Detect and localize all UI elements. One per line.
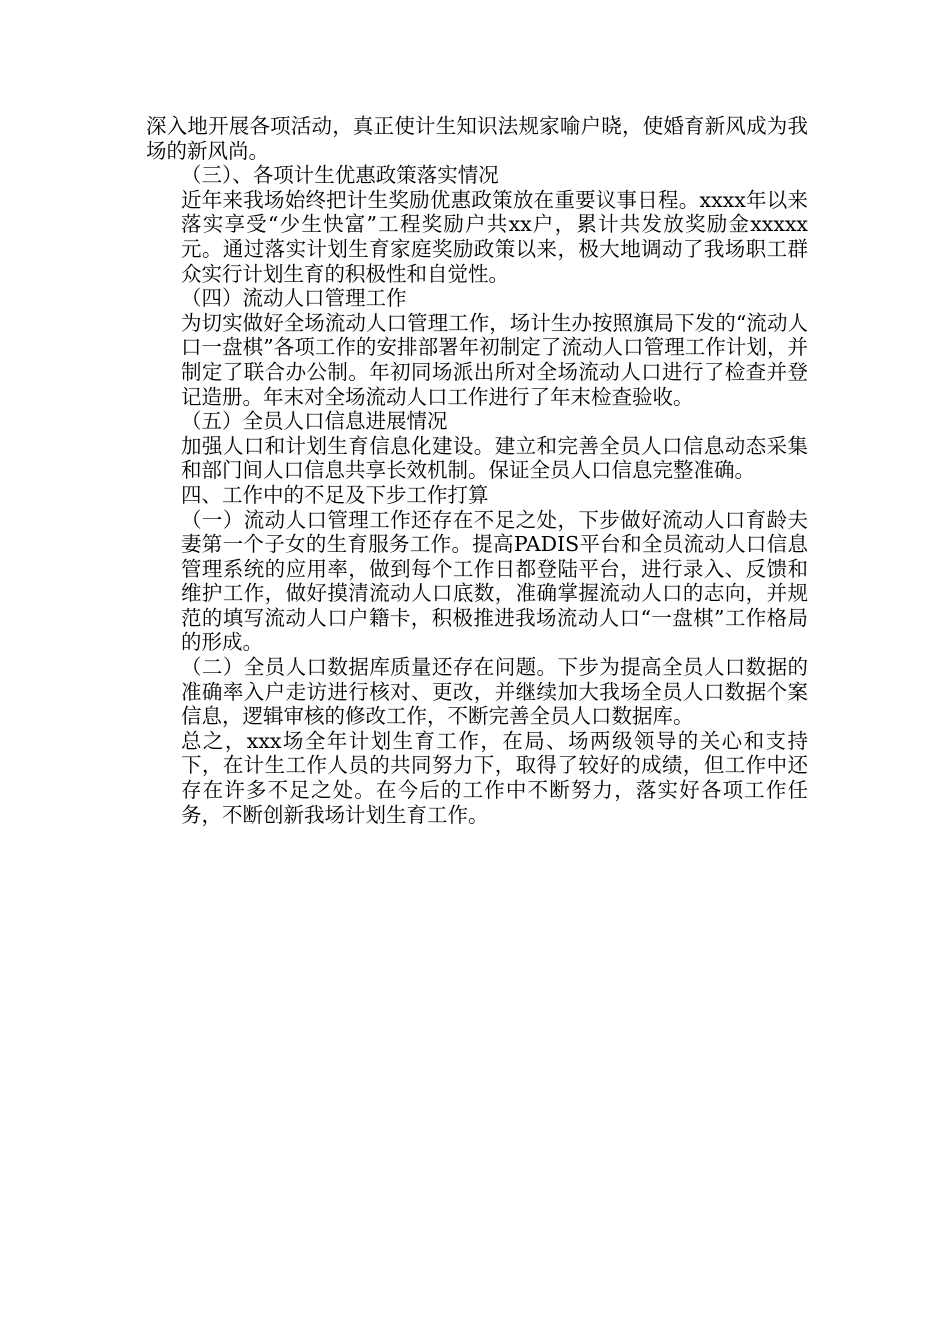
paragraph-population-info: 加强人口和计划生育信息化建设。建立和完善全员人口信息动态采集和部门间人口信息共享长效机制。保证全员人口信息完整准确。 [181, 433, 808, 483]
paragraph-floating-population: 为切实做好全场流动人口管理工作，场计生办按照旗局下发的“流动人口一盘棋”各项工作的安排部署年初制定了流动人口管理工作计划，并制定了联合办公制。年初同场派出所对全场流动人口进行了检查并登记造册。年末对全场流动人口工作进行了年末检查验收。 [181, 310, 808, 409]
paragraph-continuation: 深入地开展各项活动，真正使计生知识法规家喻户晓，使婚育新风成为我场的新风尚。 [146, 114, 808, 163]
document-body [146, 114, 808, 827]
paragraph-incentive-policy: 近年来我场始终把计生奖励优惠政策放在重要议事日程。xxxx年以来落实享受“少生快富”工程奖励户共xx户，累计共发放奖励金xxxxx元。通过落实计划生育家庭奖励政策以来，极大地调动了我场职工群众实行计划生育的积极性和自觉性。 [181, 187, 808, 286]
section-heading-5: （五）全员人口信息进展情况 [181, 409, 448, 434]
section-heading-3: （三）、各项计生优惠政策落实情况 [181, 163, 499, 188]
paragraph-summary: 总之，xxx场全年计划生育工作，在局、场两级领导的关心和支持下，在计生工作人员的共同努力下，取得了较好的成绩，但工作中还存在许多不足之处。在今后的工作中不断努力，落实好各项工作任务，不断创新我场计划生育工作。 [181, 728, 808, 827]
paragraph-shortcoming-2: （二）全员人口数据库质量还存在问题。下步为提高全员人口数据的准确率入户走访进行核对、更改，并继续加大我场全员人口数据个案信息，逻辑审核的修改工作，不断完善全员人口数据库。 [181, 655, 808, 729]
paragraph-shortcoming-1: （一）流动人口管理工作还存在不足之处，下步做好流动人口育龄夫妻第一个子女的生育服务工作。提高PADIS平台和全员流动人口信息管理系统的应用率，做到每个工作日都登陆平台，进行录入、反馈和维护工作，做好摸清流动人口底数，准确掌握流动人口的志向，并规范的填写流动人口户籍卡，积极推进我场流动人口“一盘棋”工作格局的形成。 [181, 507, 808, 655]
section-heading-four: 四、工作中的不足及下步工作打算 [181, 482, 489, 507]
section-heading-4: （四）流动人口管理工作 [181, 286, 407, 311]
